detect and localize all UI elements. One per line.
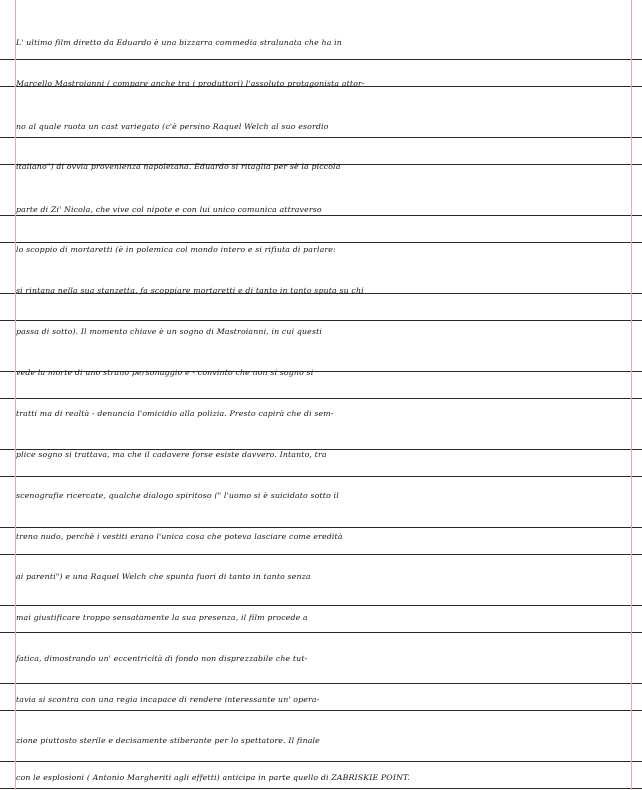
text-line: ai parenti") e una Raquel Welch che spunta fuori di tanto in tanto senza [16, 572, 311, 581]
text-line: scenografie ricercate, qualche dialogo spiritoso (" l'uomo si è suicidato sotto il [16, 491, 339, 500]
text-line: fatica, dimostrando un' eccentricità di fondo non disprezzabile che tut- [16, 654, 308, 663]
text-line: mai giustificare troppo sensatamente la sua presenza, il film procede a [16, 613, 308, 622]
text-line: plice sogno si trattava, ma che il cadavere forse esiste davvero. Intanto, tra [16, 450, 327, 459]
text-line: tavia si scontra con una regia incapace di rendere interessante un' opera- [16, 695, 320, 704]
text-line: parte di Zi' Nicola, che vive col nipote e con lui unico comunica attraverso [16, 205, 322, 214]
text-line: si rintana nella sua stanzetta, fa scoppiare mortaretti e di tanto in tanto sputa su chi [16, 286, 364, 295]
text-line: Marcello Mastroianni ( compare anche tra i produttori) l'assoluto protagonista attor- [16, 79, 365, 88]
text-line: lo scoppio di mortaretti (è in polemica col mondo intero e si rifiuta di parlare: [16, 245, 336, 254]
text-line: treno nudo, perchè i vestiti erano l'unica cosa che poteva lasciare come eredità [16, 532, 343, 541]
text-line: con le esplosioni ( Antonio Margheriti agli effetti) anticipa in parte quello di ZABRISKIE POINT. [16, 773, 410, 782]
text-line: L' ultimo film diretto da Eduardo è una bizzarra commedia stralunata che ha in [16, 38, 342, 47]
text-line: italiano") di ovvia provenienza napoletana. Eduardo si ritaglia per sè la piccola [16, 162, 341, 171]
text-line: vede la morte di uno strano personaggio e - convinto che non si sogno si [16, 368, 314, 377]
text-line: tratti ma di realtà - denuncia l'omicidio alla polizia. Presto capirà che di sem- [16, 409, 334, 418]
text-line: no al quale ruota un cast variegato (c'è persino Raquel Welch al suo esordio [16, 122, 329, 131]
text-line: passa di sotto). Il momento chiave è un sogno di Mastroianni, in cui questi [16, 327, 323, 336]
text-line: zione piuttosto sterile e decisamente stiberante per lo spettatore. Il finale [16, 736, 320, 745]
